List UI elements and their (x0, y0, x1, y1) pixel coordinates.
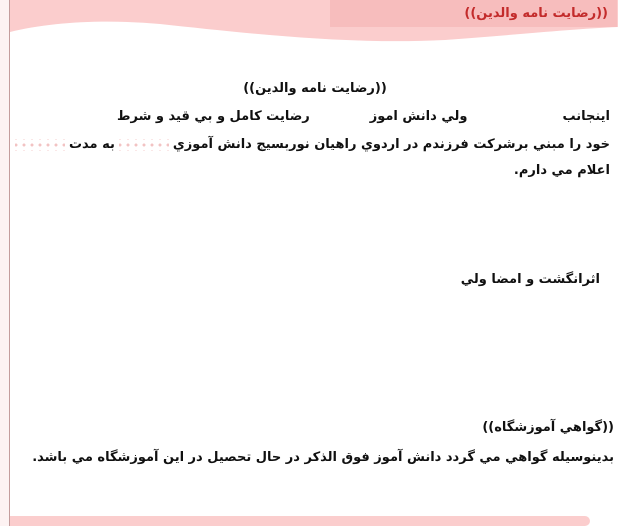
consent-line-1 (10, 109, 610, 124)
consent-line-3: اعلام مي دارم. (513, 163, 610, 178)
consent-line1-text-a: اينجانب (562, 109, 610, 124)
consent-line1-text-c: رضايت كامل و بي قيد و شرط (117, 109, 310, 124)
consent-line1-text-b: ولي دانش اموز (369, 109, 468, 124)
bottom-pink-strip (10, 516, 590, 526)
consent-line-2 (10, 137, 610, 152)
faded-ink-mark (15, 139, 65, 151)
faded-ink-mark (119, 139, 169, 151)
consent-line2-text-b: به مدت (68, 137, 115, 152)
consent-line2-text-a: خود را مبني برشركت فرزندم در اردوي راهيان نوربسيج دانش آموزي (172, 137, 610, 152)
school-certificate-heading: ((گواهي آموزشگاه)) (482, 420, 614, 435)
guardian-signature-label: اثرانگشت و امضا ولي (460, 272, 600, 287)
page-title-bar (330, 0, 617, 27)
left-margin-rule (0, 0, 10, 526)
document-heading: ((رضايت نامه والدين)) (243, 81, 387, 96)
school-certificate-body: بدينوسيله گواهي مي گردد دانش آموز فوق الذكر در حال تحصيل در اين آموزشگاه مي باشد. (32, 450, 614, 465)
page-title: ((رضايت نامه والدين)) (464, 6, 608, 21)
